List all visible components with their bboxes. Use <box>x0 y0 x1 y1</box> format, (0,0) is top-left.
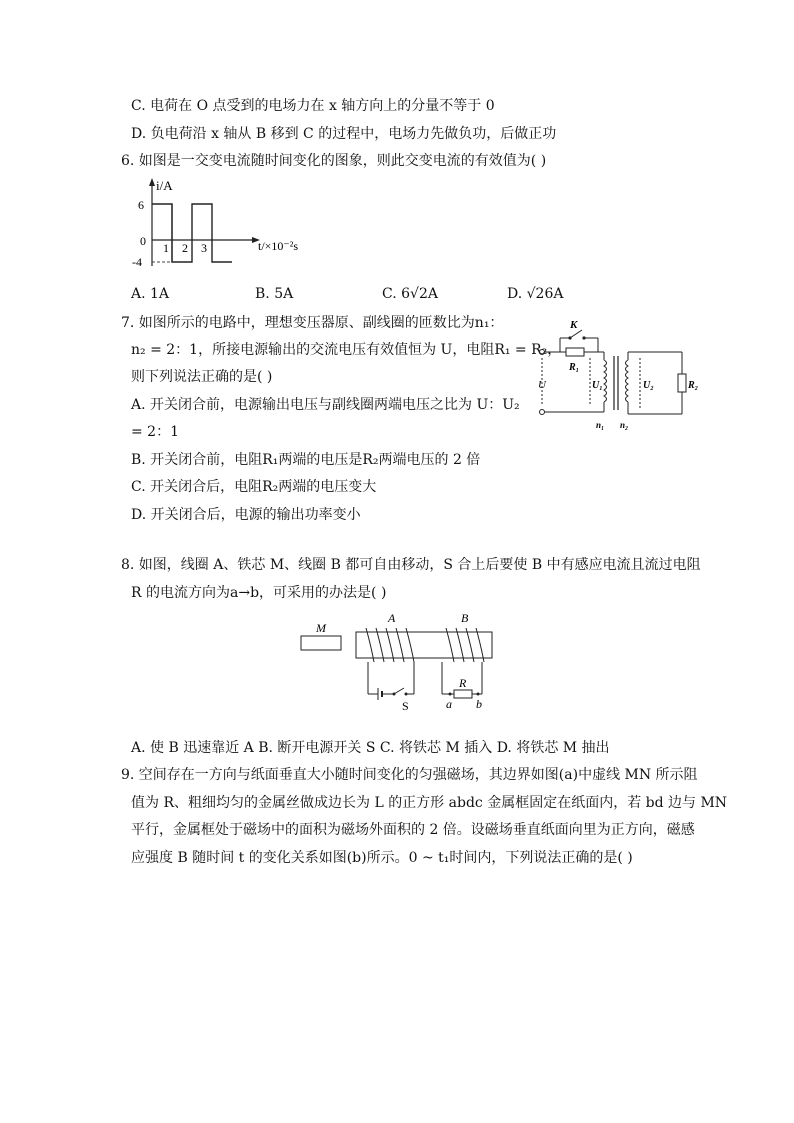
label-U1: U₁ <box>592 380 603 391</box>
label-S: S <box>402 699 409 713</box>
q8-coil-figure <box>296 608 502 714</box>
primary-coil <box>604 360 607 402</box>
label-a: a <box>446 697 452 711</box>
iron-core-M <box>301 636 341 650</box>
label-M: M <box>316 621 326 635</box>
q9-line-4: 应强度 B 随时间 t 的变化关系如图(b)所示。0 ~ t₁时间内，下列说法正确的是( ) <box>131 850 633 866</box>
q8-line-2: R 的电流方向为a→b，可采用的办法是( ) <box>131 585 387 601</box>
switch-K <box>570 330 582 338</box>
y-tick-6: 6 <box>138 198 144 212</box>
label-R2: R₂ <box>688 380 699 391</box>
origin-label: 0 <box>140 234 146 248</box>
label-R1: R₁ <box>569 362 580 373</box>
label-K: K <box>570 319 578 331</box>
q9-line-1: 9. 空间存在一方向与纸面垂直大小随时间变化的匀强磁场，其边界如图(a)中虚线 MN 所示阻 <box>121 767 698 783</box>
resistor-R2 <box>678 374 686 392</box>
label-A: A <box>388 611 396 625</box>
q7-line-2: n₂ = 2：1，所接电源输出的交流电压有效值恒为 U，电阻R₁ = R₂， <box>131 342 562 358</box>
q6-option-c: C. 6√2A <box>382 286 438 302</box>
label-b: b <box>476 697 482 711</box>
q9-line-3: 平行，金属框处于磁场中的面积为磁场外面积的 2 倍。设磁场垂直纸面向里为正方向，磁感 <box>131 822 695 838</box>
q7-option-b: B. 开关闭合前，电阻R₁两端的电压是R₂两端电压的 2 倍 <box>131 452 481 468</box>
q7-option-c: C. 开关闭合后，电阻R₂两端的电压变大 <box>131 479 377 495</box>
q7-option-a: A. 开关闭合前，电源输出电压与副线圈两端电压之比为 U：U₂ <box>131 397 520 413</box>
q6-option-b: B. 5A <box>255 286 294 302</box>
label-U2: U₂ <box>643 380 654 391</box>
q6-option-d: D. √26A <box>507 286 564 302</box>
secondary-coil <box>626 360 629 402</box>
switch-S <box>394 688 404 694</box>
x-tick-1: 1 <box>163 241 169 255</box>
q9-line-2: 值为 R、粗细均匀的金属丝做成边长为 L 的正方形 abdc 金属框固定在纸面内，若 bd 边与 MN <box>131 795 728 811</box>
tube <box>356 632 492 658</box>
q8-line-1: 8. 如图，线圈 A、铁芯 M、线圈 B 都可自由移动，S 合上后要使 B 中有感应电流且流过电阻 <box>121 557 701 573</box>
y-tick-neg4: -4 <box>132 255 142 269</box>
q6-current-graph <box>128 176 318 274</box>
q7-transformer-circuit <box>532 318 702 436</box>
coil-B <box>446 628 484 662</box>
q8-options: A. 使 B 迅速靠近 A B. 断开电源开关 S C. 将铁芯 M 插入 D. 将铁芯 M 抽出 <box>131 740 610 756</box>
q5-option-d: D. 负电荷沿 x 轴从 B 移到 C 的过程中，电场力先做负功，后做正功 <box>131 126 557 142</box>
resistor-R1 <box>566 348 584 356</box>
label-n2: n₂ <box>620 420 629 430</box>
resistor-R <box>454 690 472 698</box>
q6-option-a: A. 1A <box>131 286 170 302</box>
label-R: R <box>459 676 467 690</box>
label-B: B <box>461 611 469 625</box>
q7-option-a-cont: = 2：1 <box>131 424 179 440</box>
x-tick-2: 2 <box>182 241 188 255</box>
q6-stem: 6. 如图是一交变电流随时间变化的图象，则此交变电流的有效值为( ) <box>121 153 547 169</box>
q7-line-3: 则下列说法正确的是( ) <box>131 369 273 385</box>
label-U: U <box>538 379 546 391</box>
x-axis-label: t/×10⁻²s <box>258 239 299 253</box>
y-axis-label: i/A <box>156 178 173 193</box>
q5-option-c: C. 电荷在 O 点受到的电场力在 x 轴方向上的分量不等于 0 <box>131 98 495 114</box>
label-n1: n₁ <box>596 420 605 430</box>
q7-line-1: 7. 如图所示的电路中，理想变压器原、副线圈的匝数比为n₁： <box>121 315 504 331</box>
q7-option-d: D. 开关闭合后，电源的输出功率变小 <box>131 507 361 523</box>
coil-A <box>366 628 414 662</box>
y-axis-arrow <box>149 178 155 186</box>
x-tick-3: 3 <box>201 241 207 255</box>
